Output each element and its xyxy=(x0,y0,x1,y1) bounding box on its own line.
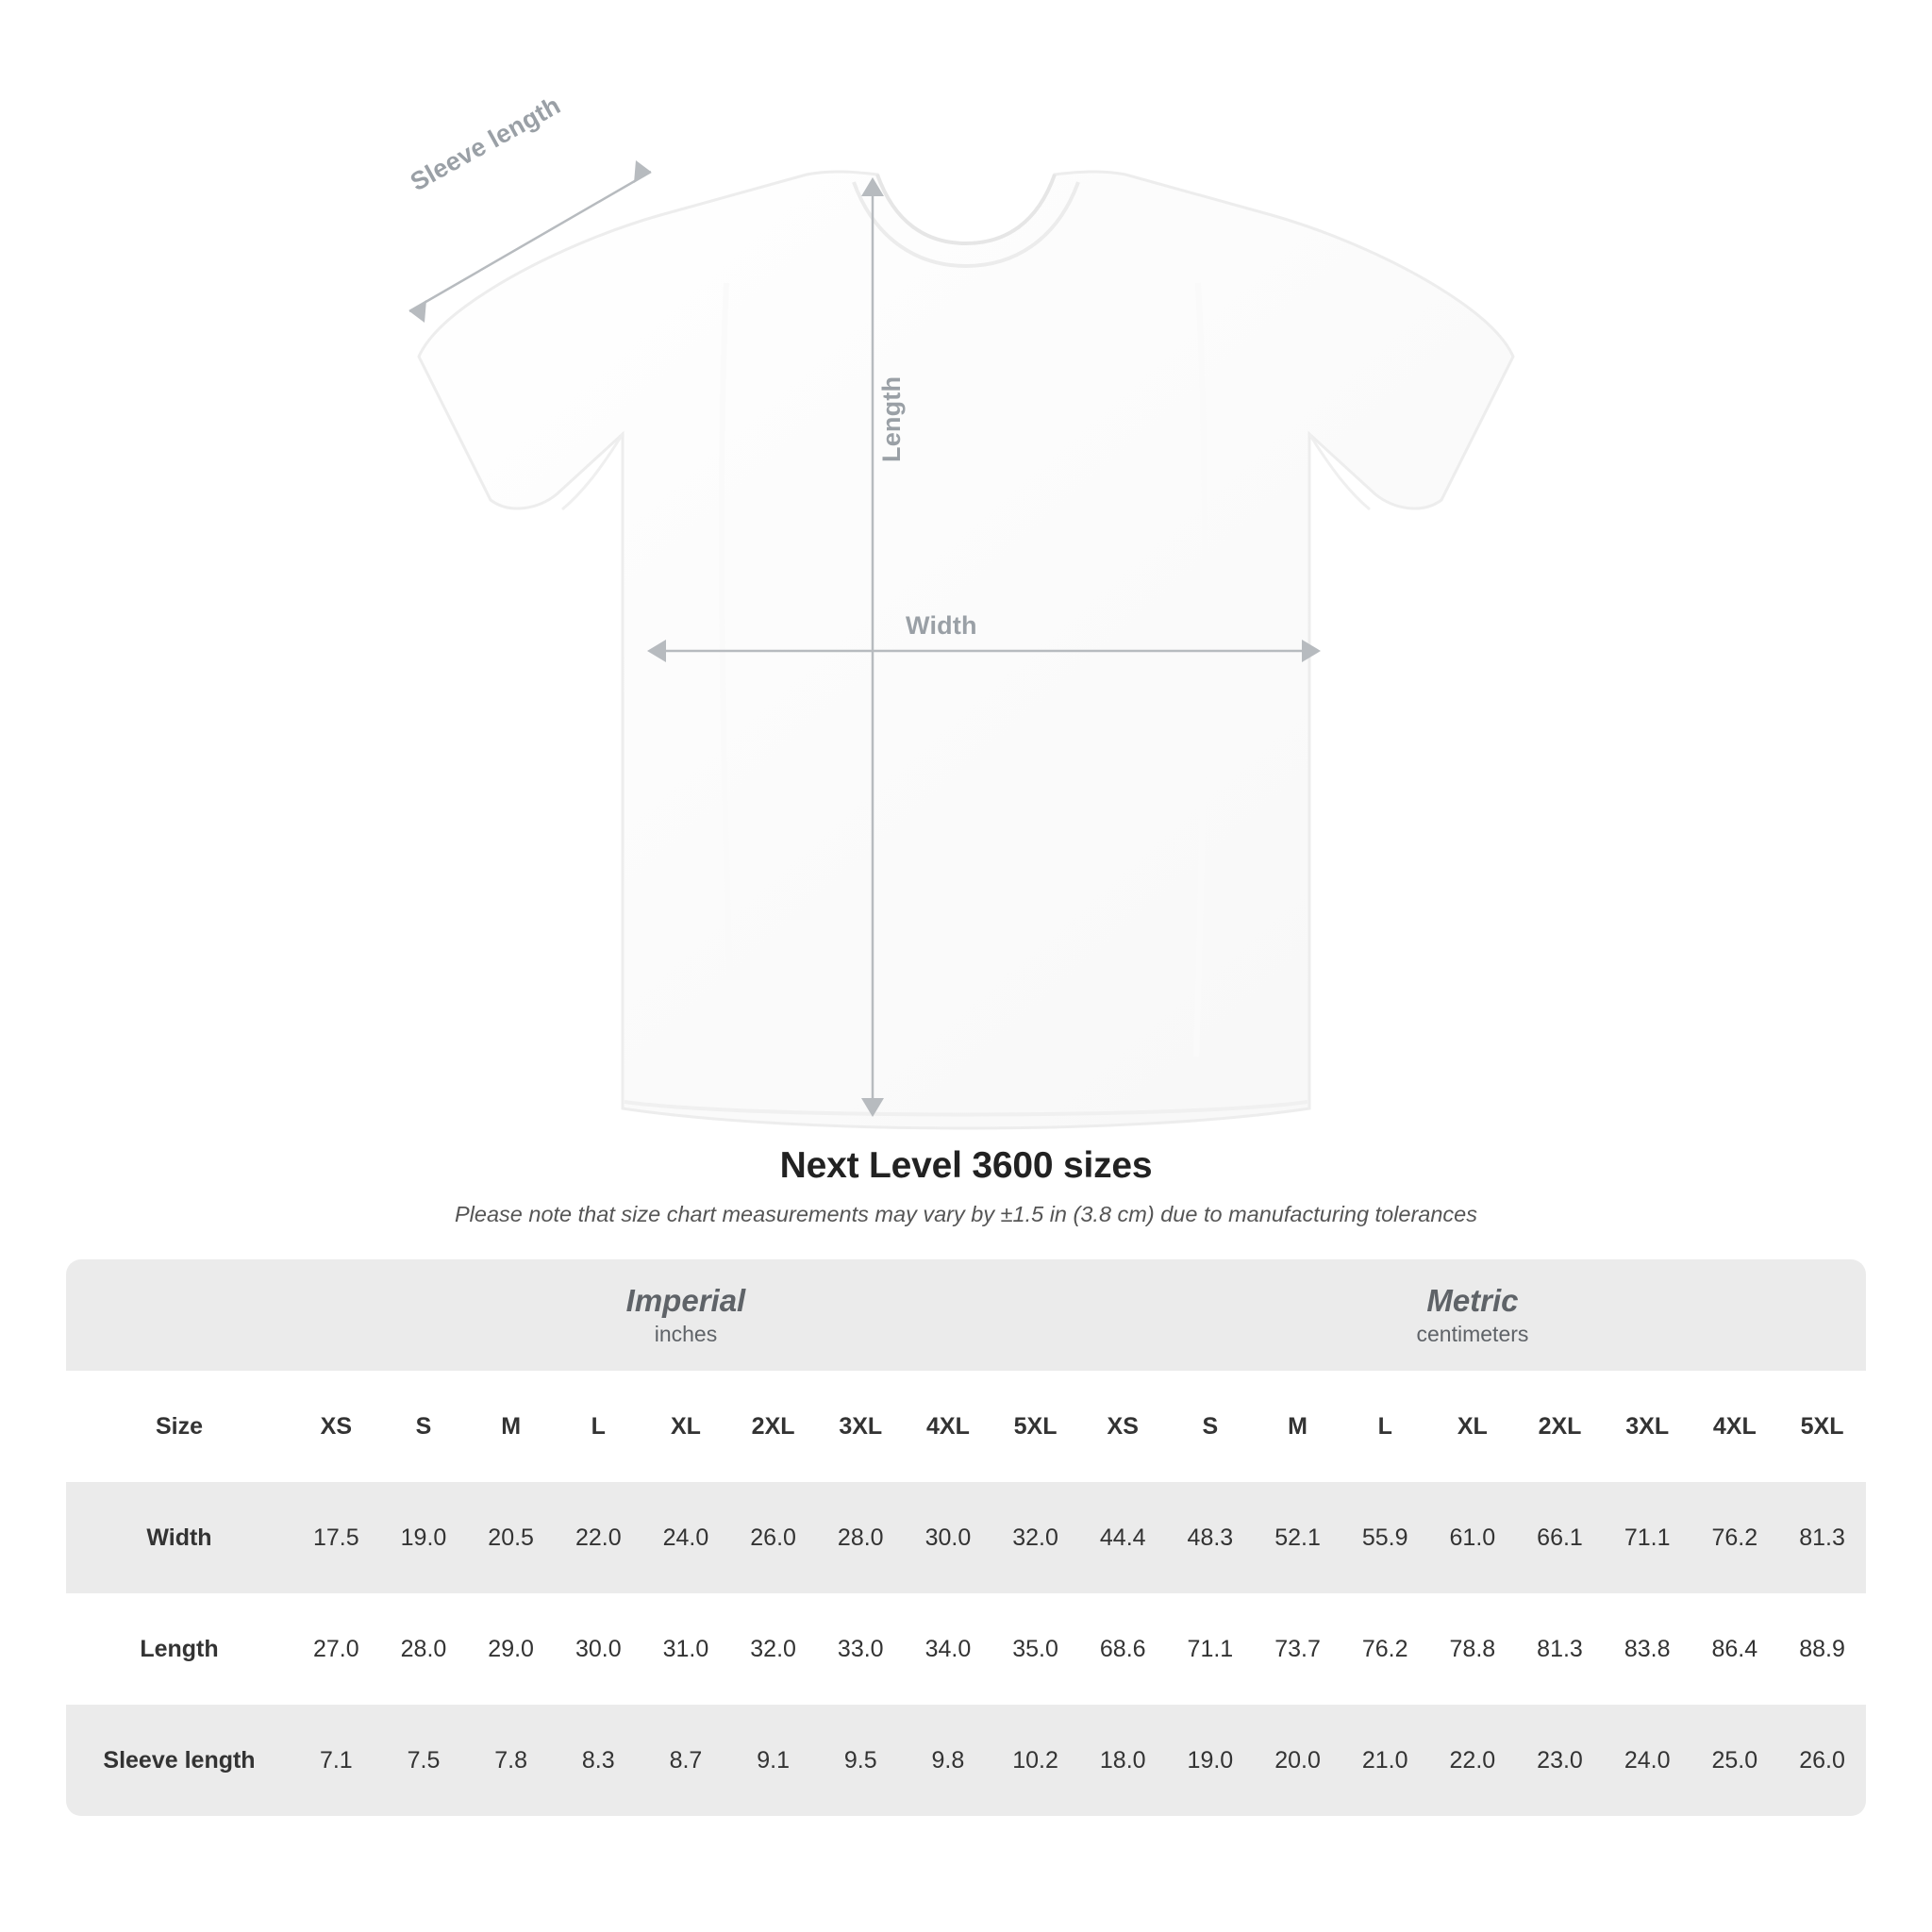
table-row xyxy=(66,1482,1866,1593)
cell-width-imperial-s: 19.0 xyxy=(380,1482,468,1593)
size-header-metric-3xl: 3XL xyxy=(1604,1371,1691,1482)
cell-sleeve-metric-4xl: 25.0 xyxy=(1691,1705,1779,1816)
cell-width-imperial-m: 20.5 xyxy=(467,1482,555,1593)
unit-group-metric-sub: centimeters xyxy=(1416,1321,1529,1346)
cell-sleeve-imperial-s: 7.5 xyxy=(380,1705,468,1816)
cell-sleeve-imperial-l: 8.3 xyxy=(555,1705,642,1816)
cell-length-imperial-4xl: 34.0 xyxy=(905,1593,992,1705)
cell-width-imperial-xs: 17.5 xyxy=(292,1482,380,1593)
size-header-imperial-xs: XS xyxy=(292,1371,380,1482)
cell-length-metric-m: 73.7 xyxy=(1254,1593,1341,1705)
size-header-metric-4xl: 4XL xyxy=(1691,1371,1779,1482)
cell-sleeve-metric-l: 21.0 xyxy=(1341,1705,1429,1816)
cell-sleeve-imperial-3xl: 9.5 xyxy=(817,1705,905,1816)
size-chart-table-wrapper xyxy=(66,1259,1866,1816)
cell-width-metric-s: 48.3 xyxy=(1167,1482,1255,1593)
cell-length-metric-3xl: 83.8 xyxy=(1604,1593,1691,1705)
cell-sleeve-metric-3xl: 24.0 xyxy=(1604,1705,1691,1816)
cell-width-metric-2xl: 66.1 xyxy=(1516,1482,1604,1593)
row-label-length: Length xyxy=(66,1593,292,1705)
cell-width-imperial-xl: 24.0 xyxy=(642,1482,730,1593)
cell-length-metric-2xl: 81.3 xyxy=(1516,1593,1604,1705)
cell-length-imperial-l: 30.0 xyxy=(555,1593,642,1705)
unit-group-imperial-name: Imperial xyxy=(625,1283,746,1319)
cell-sleeve-metric-2xl: 23.0 xyxy=(1516,1705,1604,1816)
table-row xyxy=(66,1593,1866,1705)
size-header-imperial-4xl: 4XL xyxy=(905,1371,992,1482)
cell-sleeve-imperial-5xl: 10.2 xyxy=(991,1705,1079,1816)
size-header-metric-s: S xyxy=(1167,1371,1255,1482)
size-header-imperial-s: S xyxy=(380,1371,468,1482)
cell-width-imperial-l: 22.0 xyxy=(555,1482,642,1593)
row-label-sleeve-length: Sleeve length xyxy=(66,1705,292,1816)
cell-length-imperial-m: 29.0 xyxy=(467,1593,555,1705)
cell-sleeve-metric-xl: 22.0 xyxy=(1429,1705,1517,1816)
size-header-metric-l: L xyxy=(1341,1371,1429,1482)
size-header-metric-2xl: 2XL xyxy=(1516,1371,1604,1482)
cell-sleeve-imperial-m: 7.8 xyxy=(467,1705,555,1816)
cell-sleeve-imperial-xl: 8.7 xyxy=(642,1705,730,1816)
width-dimension-label: Width xyxy=(906,611,977,640)
cell-sleeve-imperial-2xl: 9.1 xyxy=(729,1705,817,1816)
chart-heading xyxy=(0,1145,1932,1227)
cell-sleeve-imperial-4xl: 9.8 xyxy=(905,1705,992,1816)
size-header-metric-m: M xyxy=(1254,1371,1341,1482)
cell-length-imperial-5xl: 35.0 xyxy=(991,1593,1079,1705)
unit-group-imperial xyxy=(292,1259,1079,1371)
size-header-label: Size xyxy=(66,1371,292,1482)
unit-group-metric-name: Metric xyxy=(1426,1283,1519,1319)
length-dimension-label: Length xyxy=(877,375,906,462)
cell-width-metric-5xl: 81.3 xyxy=(1778,1482,1866,1593)
cell-width-imperial-3xl: 28.0 xyxy=(817,1482,905,1593)
cell-sleeve-metric-xs: 18.0 xyxy=(1079,1705,1167,1816)
unit-group-imperial-sub: inches xyxy=(654,1321,718,1346)
cell-width-metric-m: 52.1 xyxy=(1254,1482,1341,1593)
cell-length-imperial-2xl: 32.0 xyxy=(729,1593,817,1705)
size-header-metric-xs: XS xyxy=(1079,1371,1167,1482)
size-header-metric-xl: XL xyxy=(1429,1371,1517,1482)
size-header-imperial-5xl: 5XL xyxy=(991,1371,1079,1482)
sleeve-length-dimension-label: Sleeve length xyxy=(406,91,566,197)
page-title: Next Level 3600 sizes xyxy=(779,1145,1153,1186)
cell-width-metric-3xl: 71.1 xyxy=(1604,1482,1691,1593)
tolerance-note: Please note that size chart measurements may vary by ±1.5 in (3.8 cm) due to manufacturing tolerances xyxy=(455,1202,1477,1226)
cell-width-metric-xs: 44.4 xyxy=(1079,1482,1167,1593)
size-header-metric-5xl: 5XL xyxy=(1778,1371,1866,1482)
unit-group-metric xyxy=(1079,1259,1866,1371)
cell-width-imperial-2xl: 26.0 xyxy=(729,1482,817,1593)
cell-width-metric-xl: 61.0 xyxy=(1429,1482,1517,1593)
cell-width-imperial-4xl: 30.0 xyxy=(905,1482,992,1593)
table-row xyxy=(66,1705,1866,1816)
cell-length-imperial-3xl: 33.0 xyxy=(817,1593,905,1705)
cell-sleeve-metric-m: 20.0 xyxy=(1254,1705,1341,1816)
cell-sleeve-metric-s: 19.0 xyxy=(1167,1705,1255,1816)
cell-sleeve-imperial-xs: 7.1 xyxy=(292,1705,380,1816)
cell-width-imperial-5xl: 32.0 xyxy=(991,1482,1079,1593)
size-chart-table xyxy=(66,1259,1866,1816)
size-header-imperial-2xl: 2XL xyxy=(729,1371,817,1482)
cell-length-imperial-xl: 31.0 xyxy=(642,1593,730,1705)
size-header-row xyxy=(66,1371,1866,1482)
cell-sleeve-metric-5xl: 26.0 xyxy=(1778,1705,1866,1816)
cell-length-metric-5xl: 88.9 xyxy=(1778,1593,1866,1705)
size-header-imperial-3xl: 3XL xyxy=(817,1371,905,1482)
cell-length-metric-xl: 78.8 xyxy=(1429,1593,1517,1705)
unit-header-row xyxy=(66,1259,1866,1371)
cell-length-metric-l: 76.2 xyxy=(1341,1593,1429,1705)
cell-length-metric-4xl: 86.4 xyxy=(1691,1593,1779,1705)
cell-length-imperial-xs: 27.0 xyxy=(292,1593,380,1705)
size-header-imperial-m: M xyxy=(467,1371,555,1482)
cell-length-metric-xs: 68.6 xyxy=(1079,1593,1167,1705)
table-corner-cell xyxy=(66,1259,292,1371)
cell-width-metric-4xl: 76.2 xyxy=(1691,1482,1779,1593)
cell-width-metric-l: 55.9 xyxy=(1341,1482,1429,1593)
size-header-imperial-xl: XL xyxy=(642,1371,730,1482)
size-header-imperial-l: L xyxy=(555,1371,642,1482)
cell-length-imperial-s: 28.0 xyxy=(380,1593,468,1705)
cell-length-metric-s: 71.1 xyxy=(1167,1593,1255,1705)
row-label-width: Width xyxy=(66,1482,292,1593)
